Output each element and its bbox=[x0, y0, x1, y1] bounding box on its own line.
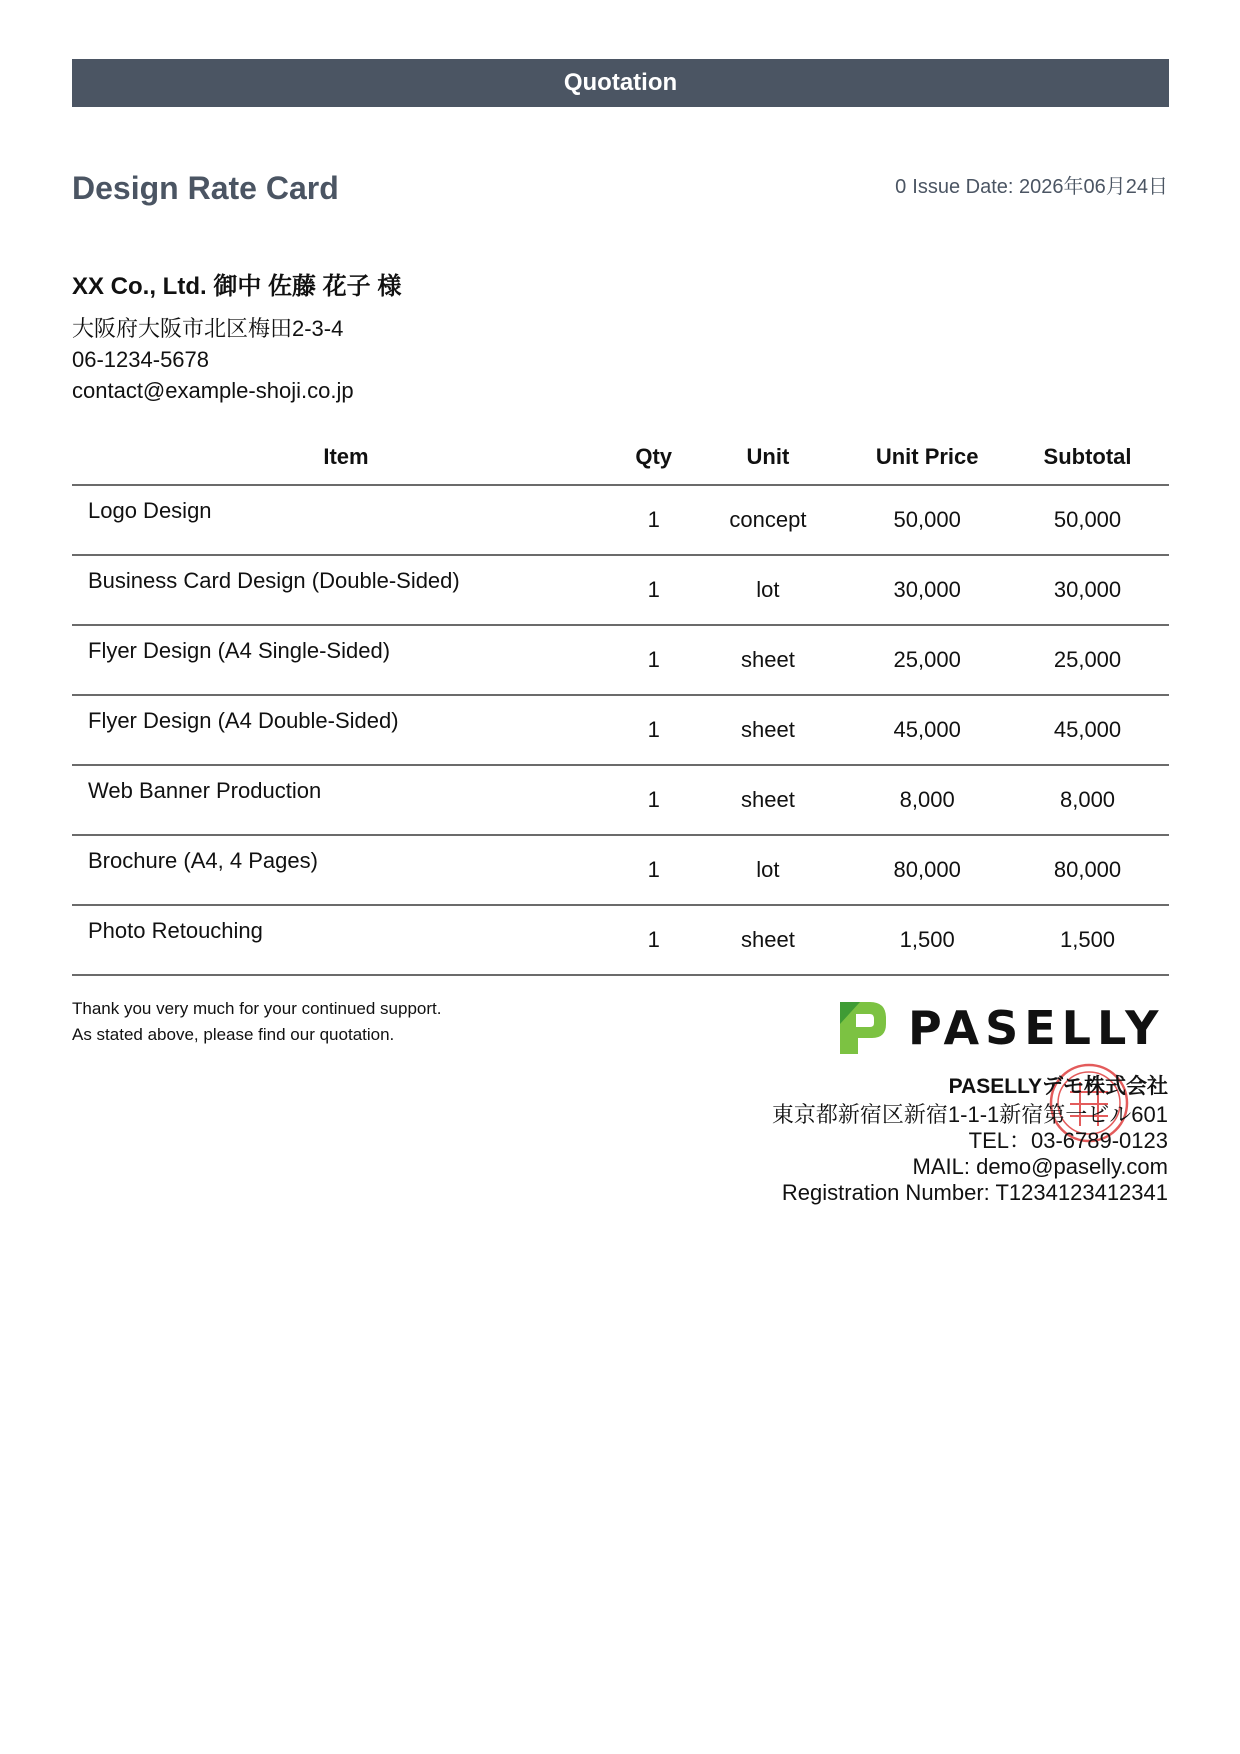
item-cell: Brochure (A4, 4 Pages) bbox=[72, 835, 620, 905]
issue-date bbox=[895, 170, 1168, 199]
column-header-subtotal: Subtotal bbox=[1006, 430, 1169, 485]
issuer-tel: TEL：03-6789-0123 bbox=[968, 1128, 1168, 1153]
table-row bbox=[72, 555, 1169, 625]
issue-date-text: Issue Date: 2026年06月24日 bbox=[912, 176, 1168, 198]
table-row bbox=[72, 625, 1169, 695]
unit-price-cell: 45,000 bbox=[848, 695, 1006, 765]
qty-cell: 1 bbox=[620, 765, 688, 835]
column-header-unit: Unit bbox=[688, 430, 849, 485]
issue-prefix: 0 bbox=[895, 176, 907, 198]
closing-message-line: As stated above, please find our quotation. bbox=[72, 1025, 395, 1044]
table-header-row bbox=[72, 430, 1169, 485]
qty-cell: 1 bbox=[620, 555, 688, 625]
item-cell: Flyer Design (A4 Double-Sided) bbox=[72, 695, 620, 765]
qty-cell: 1 bbox=[620, 695, 688, 765]
unit-price-cell: 30,000 bbox=[848, 555, 1006, 625]
unit-cell: sheet bbox=[688, 625, 849, 695]
subtotal-cell: 1,500 bbox=[1006, 905, 1169, 975]
closing-message bbox=[72, 996, 441, 1048]
logo-wordmark: PASELLY bbox=[908, 1001, 1165, 1055]
document-title: Design Rate Card bbox=[72, 170, 339, 206]
column-header-item: Item bbox=[72, 430, 620, 485]
client-address: 大阪府大阪市北区梅田2-3-4 bbox=[72, 316, 344, 341]
subtotal-cell: 25,000 bbox=[1006, 625, 1169, 695]
subtotal-cell: 45,000 bbox=[1006, 695, 1169, 765]
table-row bbox=[72, 835, 1169, 905]
issuer-registration-number: Registration Number: T1234123412341 bbox=[781, 1180, 1168, 1205]
item-cell: Web Banner Production bbox=[72, 765, 620, 835]
column-header-unit-price: Unit Price bbox=[848, 430, 1006, 485]
client-block bbox=[72, 266, 401, 406]
unit-cell: sheet bbox=[688, 695, 849, 765]
client-email: contact@example-shoji.co.jp bbox=[72, 378, 354, 403]
paselly-logo bbox=[836, 994, 1169, 1056]
issuer-company-name: PASELLYデモ株式会社 bbox=[948, 1075, 1168, 1098]
table-row bbox=[72, 765, 1169, 835]
logo-mark-icon bbox=[840, 1002, 886, 1054]
client-name: XX Co., Ltd. 御中 佐藤 花子 様 bbox=[72, 273, 402, 300]
subtotal-cell: 80,000 bbox=[1006, 835, 1169, 905]
unit-price-cell: 8,000 bbox=[848, 765, 1006, 835]
item-cell: Business Card Design (Double-Sided) bbox=[72, 555, 620, 625]
issuer-address: 東京都新宿区新宿1-1-1新宿第一ビル601 bbox=[771, 1102, 1168, 1127]
issuer-mail: MAIL: demo@paselly.com bbox=[912, 1154, 1168, 1179]
document-type-label: Quotation bbox=[563, 69, 678, 96]
qty-cell: 1 bbox=[620, 835, 688, 905]
subtotal-cell: 30,000 bbox=[1006, 555, 1169, 625]
table-row bbox=[72, 485, 1169, 555]
table-row bbox=[72, 905, 1169, 975]
unit-cell: lot bbox=[688, 555, 849, 625]
subtotal-cell: 8,000 bbox=[1006, 765, 1169, 835]
unit-price-cell: 80,000 bbox=[848, 835, 1006, 905]
client-phone: 06-1234-5678 bbox=[72, 347, 210, 372]
closing-message-line: Thank you very much for your continued support. bbox=[72, 999, 442, 1018]
unit-price-cell: 50,000 bbox=[848, 485, 1006, 555]
unit-cell: sheet bbox=[688, 765, 849, 835]
unit-cell: concept bbox=[688, 485, 849, 555]
unit-cell: sheet bbox=[688, 905, 849, 975]
unit-price-cell: 1,500 bbox=[848, 905, 1006, 975]
subtotal-cell: 50,000 bbox=[1006, 485, 1169, 555]
document-header-bar bbox=[72, 59, 1169, 107]
qty-cell: 1 bbox=[620, 625, 688, 695]
qty-cell: 1 bbox=[620, 905, 688, 975]
table-row bbox=[72, 695, 1169, 765]
quotation-items-table bbox=[72, 430, 1169, 976]
item-cell: Logo Design bbox=[72, 485, 620, 555]
column-header-qty: Qty bbox=[620, 430, 688, 485]
unit-cell: lot bbox=[688, 835, 849, 905]
qty-cell: 1 bbox=[620, 485, 688, 555]
item-cell: Flyer Design (A4 Single-Sided) bbox=[72, 625, 620, 695]
item-cell: Photo Retouching bbox=[72, 905, 620, 975]
unit-price-cell: 25,000 bbox=[848, 625, 1006, 695]
issuer-block bbox=[772, 1074, 1168, 1206]
